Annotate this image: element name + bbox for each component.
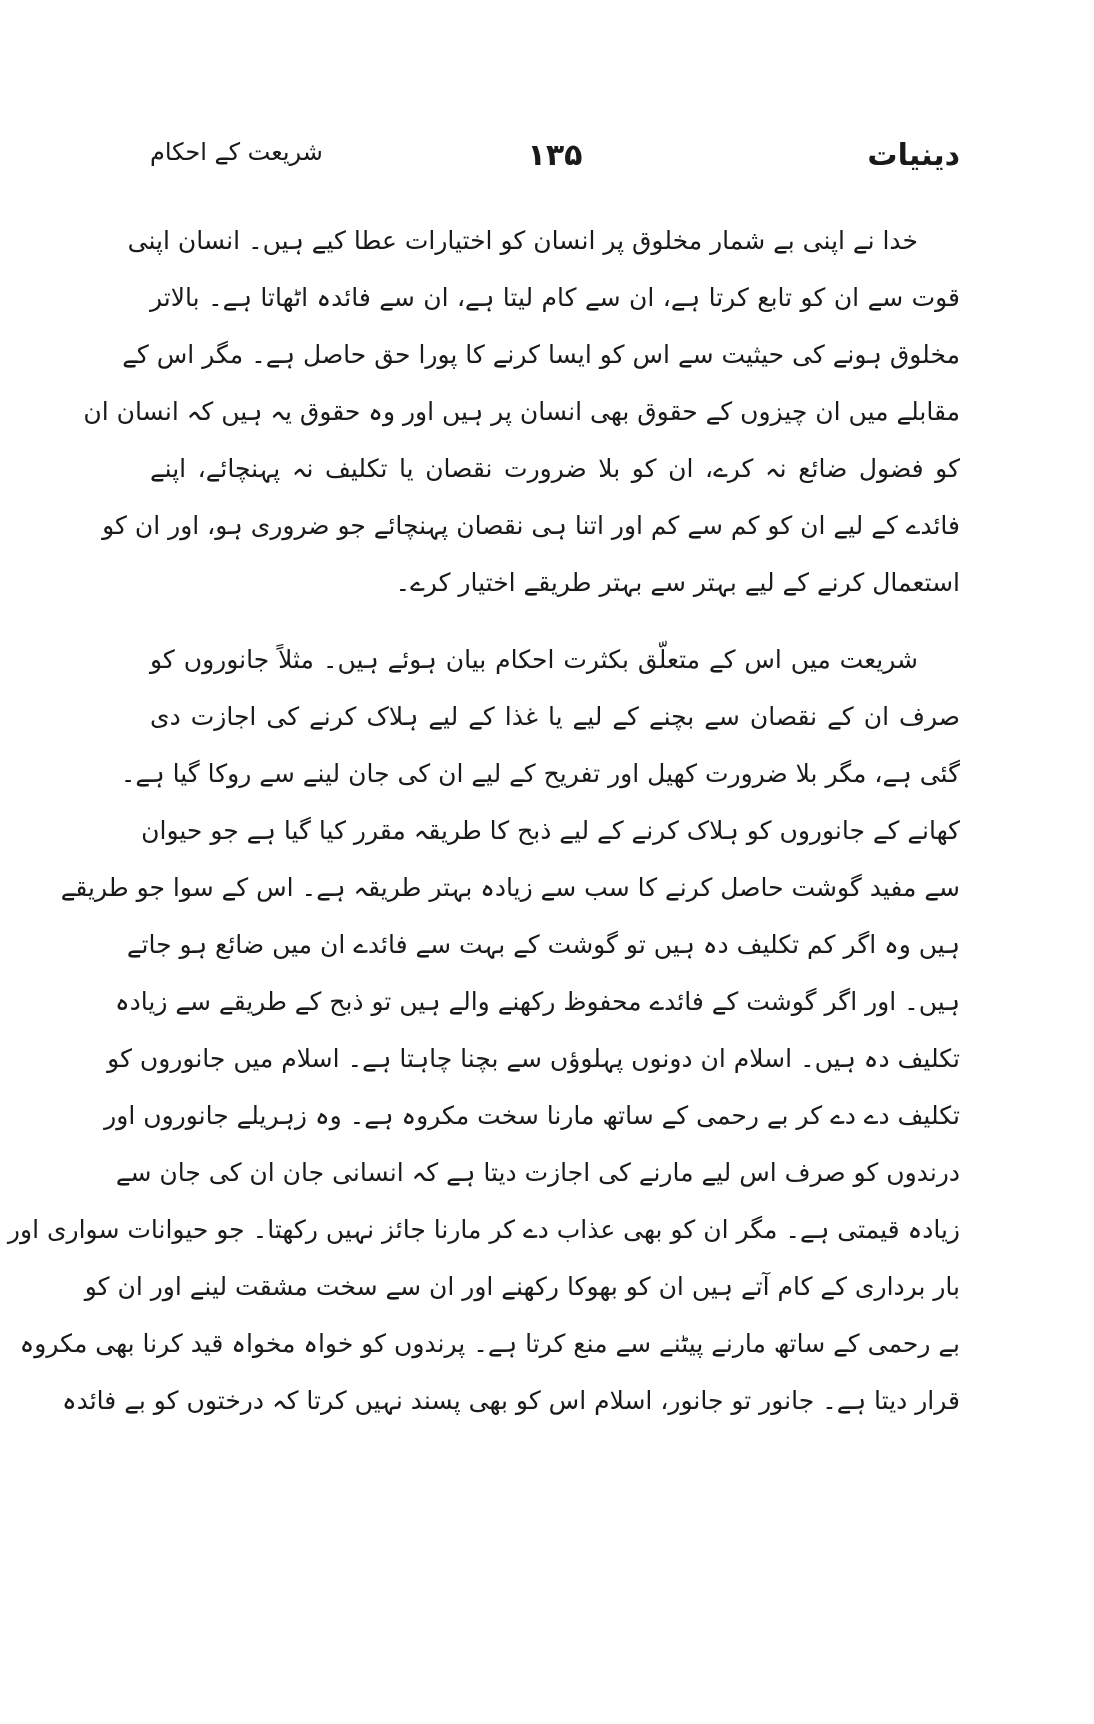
text-line: فائدے کے لیے ان کو کم سے کم اور اتنا ہی نقصان پہنچائے جو ضروری ہو، اور ان کو xyxy=(102,511,960,540)
text-line: بار برداری کے کام آتے ہیں ان کو بھوکا رکھنے اور ان سے سخت مشقت لینے اور ان کو xyxy=(84,1272,960,1301)
page-number: ۱۳۵ xyxy=(527,138,583,173)
text-line: قوت سے ان کو تابع کرتا ہے، ان سے کام لیتا ہے، ان سے فائدہ اٹھاتا ہے۔ بالاتر xyxy=(150,283,960,312)
text-line: قرار دیتا ہے۔ جانور تو جانور، اسلام اس کو بھی پسند نہیں کرتا کہ درختوں کو بے فائدہ xyxy=(61,1386,960,1415)
text-line: تکلیف دہ ہیں۔ اسلام ان دونوں پہلوؤں سے بچنا چاہتا ہے۔ اسلام میں جانوروں کو xyxy=(107,1044,960,1073)
text-line: مقابلے میں ان چیزوں کے حقوق بھی انسان پر ہیں اور وہ حقوق یہ ہیں کہ انسان ان xyxy=(83,397,960,426)
text-line: استعمال کرنے کے لیے بہتر سے بہتر طریقے اختیار کرے۔ xyxy=(395,568,960,597)
text-line: شریعت میں اس کے متعلّق بکثرت احکام بیان ہوئے ہیں۔ مثلاً جانوروں کو xyxy=(150,645,918,674)
paragraph-1 xyxy=(83,212,960,611)
text-line: سے مفید گوشت حاصل کرنے کا سب سے زیادہ بہتر طریقہ ہے۔ اس کے سوا جو طریقے xyxy=(60,873,960,902)
body-text xyxy=(7,212,960,1429)
text-line: خدا نے اپنی بے شمار مخلوق پر انسان کو اختیارات عطا کیے ہیں۔ انسان اپنی xyxy=(127,226,918,255)
text-line: کھانے کے جانوروں کو ہلاک کرنے کے لیے ذبح کا طریقہ مقرر کیا گیا ہے جو حیوان xyxy=(141,816,960,845)
text-line: مخلوق ہونے کی حیثیت سے اس کو ایسا کرنے کا پورا حق حاصل ہے۔ مگر اس کے xyxy=(122,340,960,369)
chapter-title: شریعت کے احکام xyxy=(150,138,323,166)
text-line: درندوں کو صرف اس لیے مارنے کی اجازت دیتا ہے کہ انسانی جان ان کی جان سے xyxy=(115,1158,960,1187)
paragraph-spacer xyxy=(150,611,960,631)
running-header xyxy=(150,138,960,188)
text-line: ہیں وہ اگر کم تکلیف دہ ہیں تو گوشت کے بہت سے فائدے ان میں ضائع ہو جاتے xyxy=(126,930,960,959)
text-line: کو فضول ضائع نہ کرے، ان کو بلا ضرورت نقصان یا تکلیف نہ پہنچائے، اپنے xyxy=(150,454,960,483)
text-line: صرف ان کے نقصان سے بچنے کے لیے یا غذا کے لیے ہلاک کرنے کی اجازت دی xyxy=(150,702,960,731)
text-line: گئی ہے، مگر بلا ضرورت کھیل اور تفریح کے لیے ان کی جان لینے سے روکا گیا ہے۔ xyxy=(120,759,960,788)
book-title: دینیات xyxy=(867,138,960,173)
paragraph-2 xyxy=(7,631,960,1429)
text-line: زیادہ قیمتی ہے۔ مگر ان کو بھی عذاب دے کر مارنا جائز نہیں رکھتا۔ جو حیوانات سواری اور xyxy=(7,1215,960,1244)
text-line: بے رحمی کے ساتھ مارنے پیٹنے سے منع کرتا ہے۔ پرندوں کو خواہ مخواہ قید کرنا بھی مکروہ xyxy=(19,1329,960,1358)
text-line: ہیں۔ اور اگر گوشت کے فائدے محفوظ رکھنے والے ہیں تو ذبح کے طریقے سے زیادہ xyxy=(115,987,960,1016)
text-line: تکلیف دے دے کر بے رحمی کے ساتھ مارنا سخت مکروہ ہے۔ وہ زہریلے جانوروں اور xyxy=(104,1101,960,1130)
